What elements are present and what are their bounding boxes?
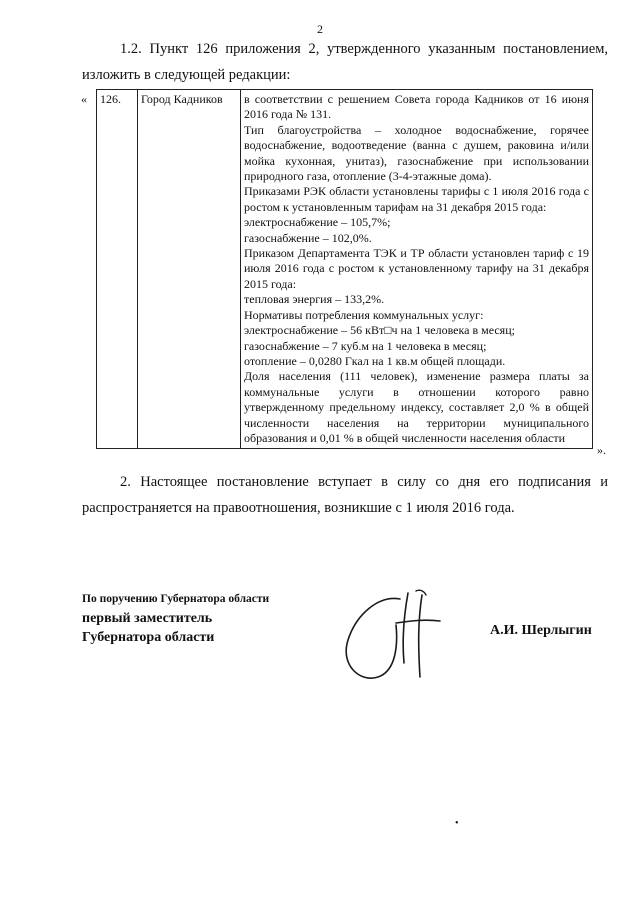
- detail-line-tek-order: Приказом Департамента ТЭК и ТР области установлен тариф с 19 июля 2016 года с ростом к установленному тарифу на 31 декабря 2015 года:: [244, 246, 589, 291]
- detail-line-decision: в соответствии с решением Совета города Кадников от 16 июня 2016 года № 131.: [244, 92, 589, 122]
- details-cell: [241, 90, 593, 449]
- amendment-table: [96, 89, 593, 449]
- detail-line-gas: газоснабжение – 102,0%.: [244, 230, 372, 245]
- closing-quote: ».: [597, 443, 606, 457]
- city-cell: Город Кадников: [138, 90, 241, 449]
- detail-line-norm-electricity: электроснабжение – 56 кВт□ч на 1 человека в месяц;: [244, 323, 515, 338]
- row-number-cell: 126.: [97, 90, 138, 449]
- opening-quote: «: [81, 92, 87, 106]
- detail-line-population-share: Доля населения (111 человек), изменение размера платы за коммунальные услуги в отношении которого равно утвержденному предельному индексу, составляет 2,0 % в общей численности населения на территории муниципального образования и 0,01 % в общей численности населения области: [244, 369, 589, 445]
- paragraph-1-2: [82, 36, 608, 88]
- paragraph-2: [82, 469, 608, 521]
- signatory-position: [82, 590, 269, 647]
- stray-mark: •: [455, 818, 459, 829]
- table-row: [97, 90, 593, 449]
- signatory-name: А.И. Шерлыгин: [490, 623, 592, 638]
- signatory-line-1: По поручению Губернатора области: [82, 593, 270, 605]
- paragraph-2-text: 2. Настоящее постановление вступает в силу со дня его подписания и распространяется на правоотношения, возникшие с 1 июля 2016 года.: [82, 474, 608, 516]
- detail-line-heat: тепловая энергия – 133,2%.: [244, 292, 385, 307]
- detail-line-norm-gas: газоснабжение – 7 куб.м на 1 человека в месяц;: [244, 338, 487, 353]
- detail-line-rek-orders: Приказами РЭК области установлены тарифы с 1 июля 2016 года с ростом к установленным тарифам на 31 декабря 2015 года:: [244, 184, 589, 214]
- page-number: 2: [317, 22, 323, 36]
- handwritten-signature-icon: [338, 585, 478, 695]
- detail-line-amenity-type: Тип благоустройства – холодное водоснабжение, горячее водоснабжение, водоотведение (ванна с душем, раковина и/или мойка кухонная, унитаз), газоснабжение при использовании природного газа, отопление (3-4-этажные дома).: [244, 122, 589, 184]
- detail-line-norm-heating: отопление – 0,0280 Гкал на 1 кв.м общей площади.: [244, 353, 506, 368]
- signatory-line-3: Губернатора области: [82, 630, 215, 645]
- paragraph-1-2-text: 1.2. Пункт 126 приложения 2, утвержденного указанным постановлением, изложить в следующей редакции:: [82, 41, 608, 83]
- signatory-line-2: первый заместитель: [82, 611, 213, 626]
- detail-line-electricity: электроснабжение – 105,7%;: [244, 215, 391, 230]
- detail-line-norms-heading: Нормативы потребления коммунальных услуг:: [244, 307, 484, 322]
